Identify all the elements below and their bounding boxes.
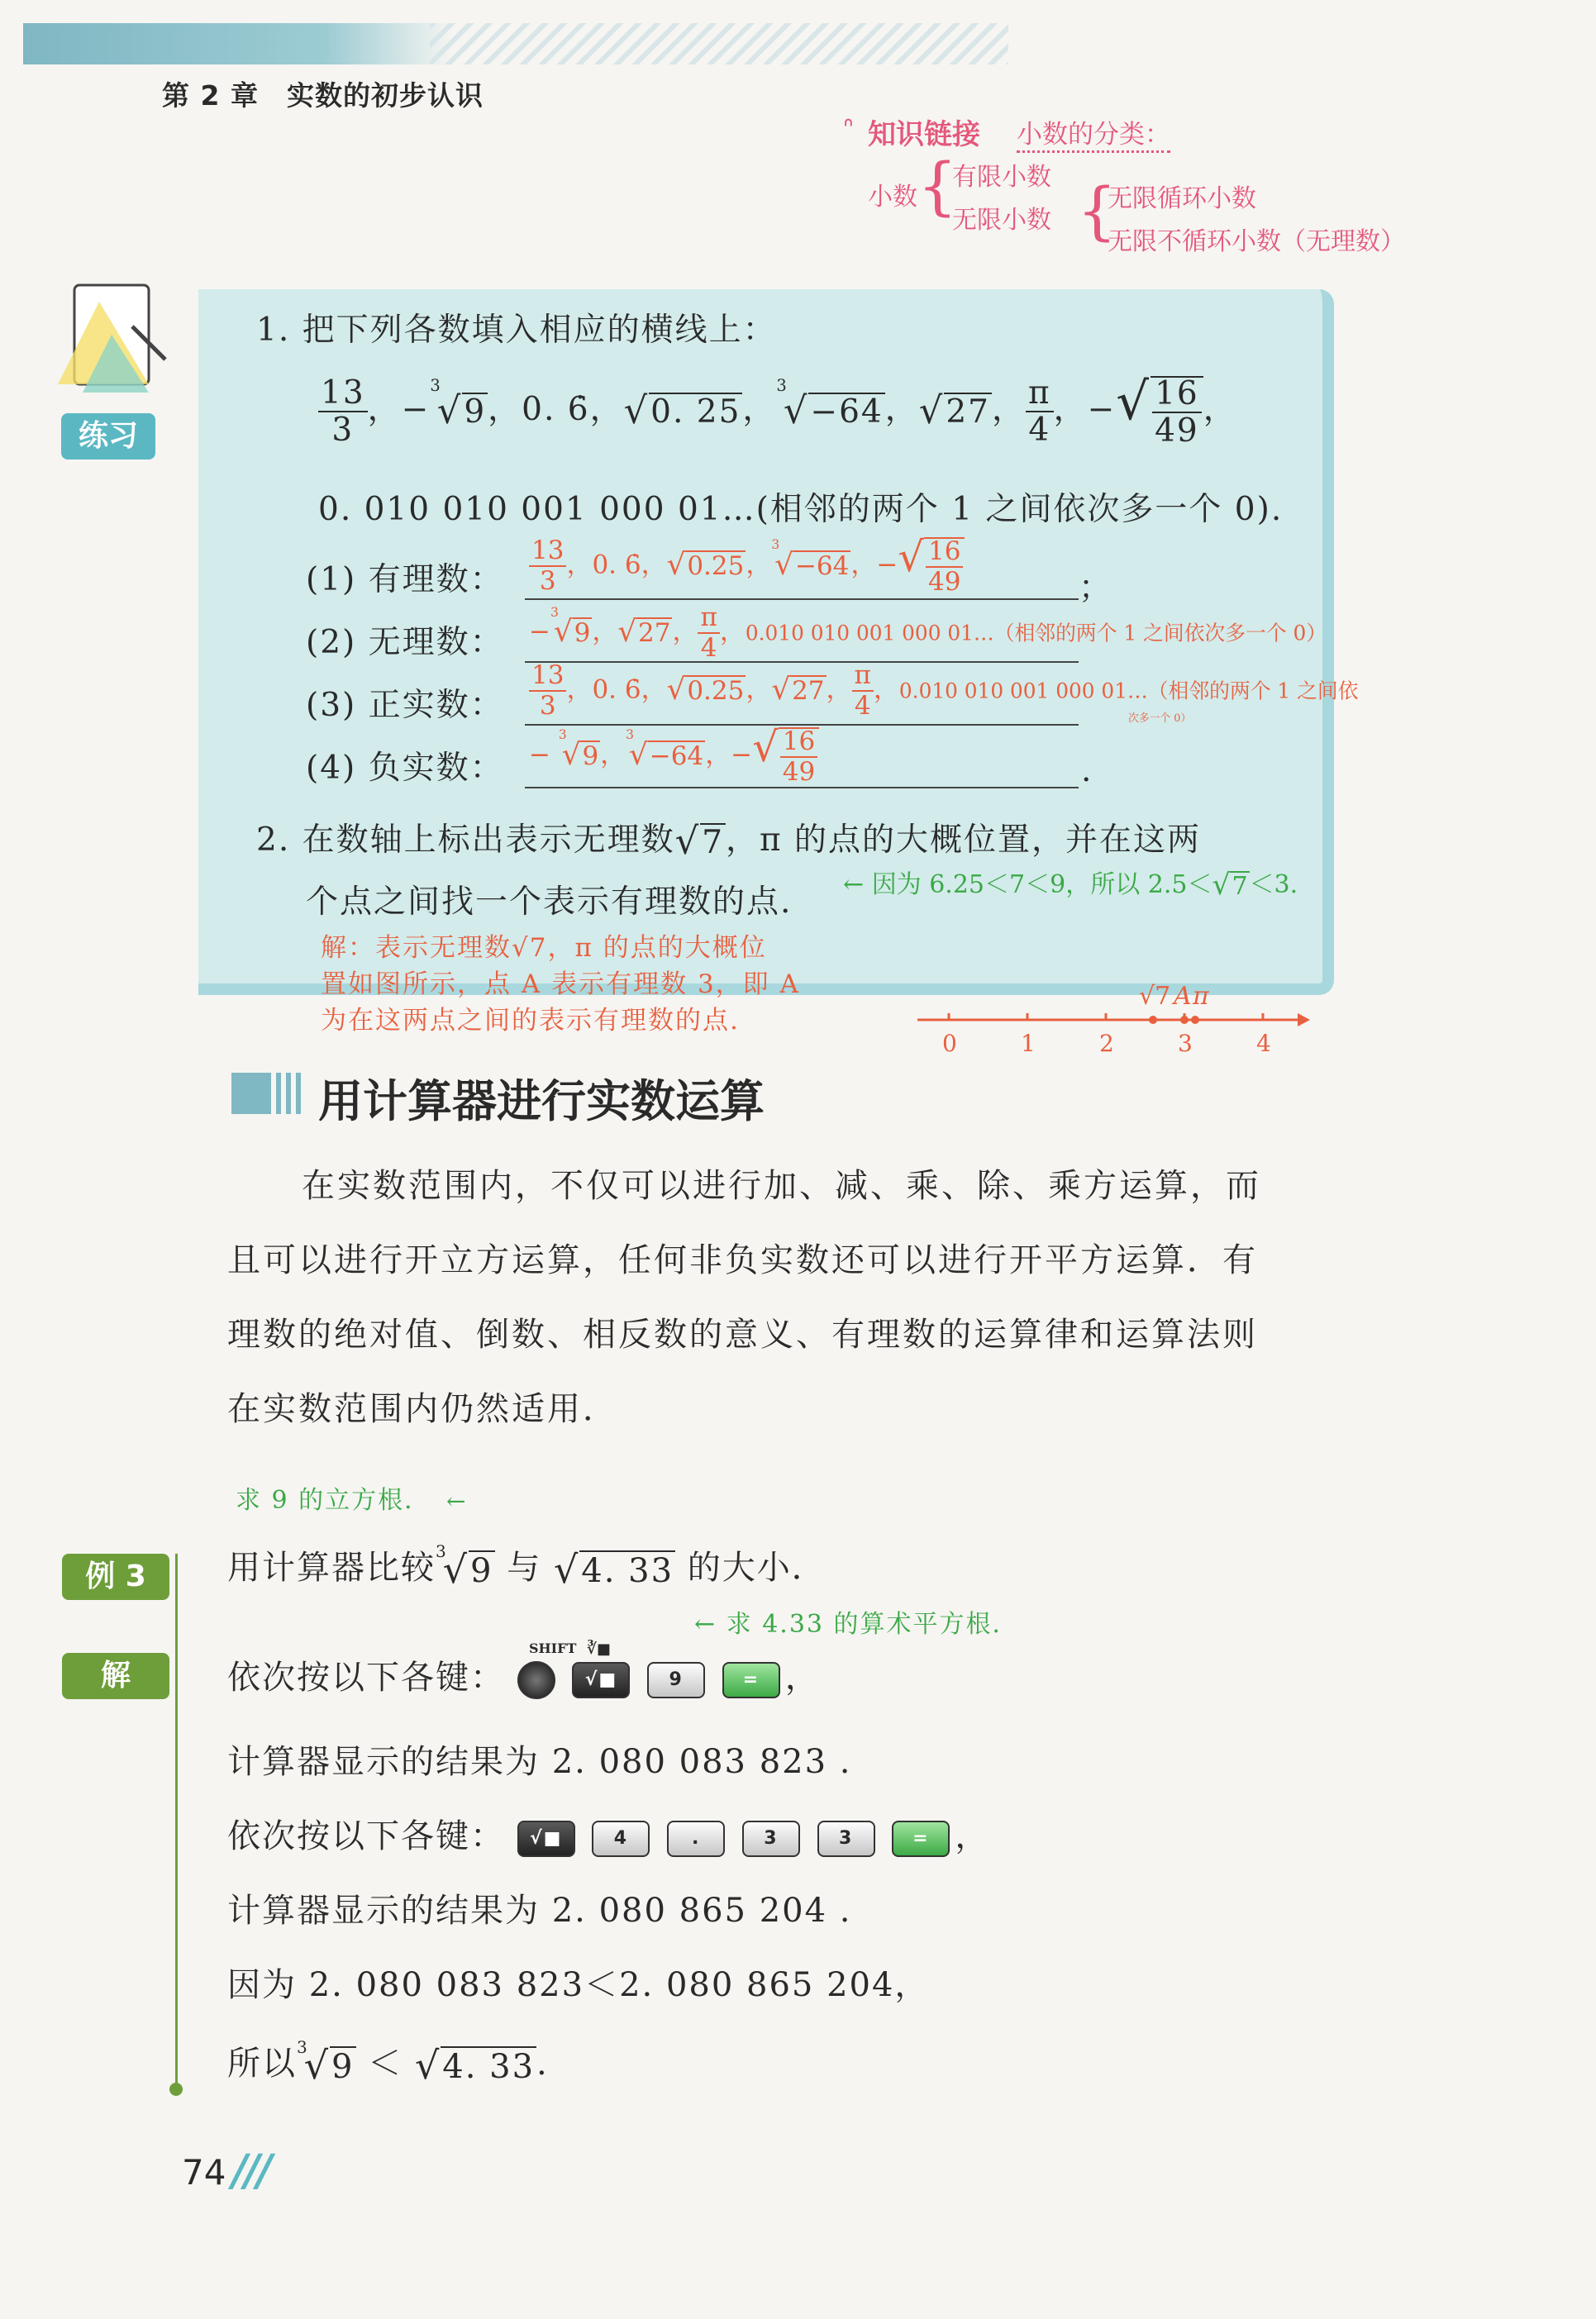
- page-slashes: ///: [231, 2145, 269, 2196]
- item-1-label: (1) 有理数：: [306, 561, 504, 598]
- knowledge-subtitle: 小数的分类：: [1017, 113, 1170, 153]
- label-sqrt7: √7: [1139, 982, 1171, 1011]
- item-4-label: (4) 负实数：: [306, 750, 504, 787]
- annotation-cube-root: 求 9 的立方根．: [236, 1486, 431, 1515]
- label-a: A: [1174, 982, 1192, 1011]
- item-3-answer: $\frac{13}{3}$ ，0. 6̇， √ 0.25 ， √ 27 ， $\frac{\pi}{4}$ ，0.010 010 001 000 01…（相邻的两个 1 之间依: [529, 663, 1358, 719]
- key-dot[interactable]: .: [667, 1821, 725, 1857]
- header-stripes: [430, 23, 1008, 64]
- example-question: 用计算器比较$^3$ √ 9 与 √ 4. 33 的大小．: [227, 1541, 827, 1592]
- item-1-line: [525, 598, 1079, 600]
- item-1-semicolon: ；: [1079, 569, 1113, 607]
- number-line: [909, 975, 1322, 1058]
- tick-4: 4: [1256, 1030, 1271, 1057]
- item-2-label: (2) 无理数：: [306, 624, 504, 661]
- sqrt-key-2[interactable]: √■: [517, 1821, 575, 1857]
- paragraph: [227, 1149, 1261, 1446]
- item-4-period: .: [1081, 752, 1093, 789]
- cbrt-label: ∛■: [587, 1640, 611, 1658]
- item-4-answer: − $^3$ √ 9 ，$^3$ √ −64 ，− √ $\frac{16}{49}$: [529, 727, 819, 785]
- item-2-tail: 0.010 010 001 000 01…（相邻的两个 1 之间依次多一个 0）: [745, 621, 1327, 645]
- sqrt-key[interactable]: √■: [572, 1662, 630, 1698]
- pencil-paper-icon: [50, 269, 174, 409]
- tick-2: 2: [1099, 1030, 1114, 1057]
- item-1-answer: $\frac{13}{3}$ ，0. 6̇， √ 0.25 ，$^3$ √ −64 ，− √ $\frac{16}{49}$: [529, 537, 965, 595]
- brace-1: {: [917, 149, 958, 222]
- equals-key-2[interactable]: =: [892, 1821, 950, 1857]
- item-4-line: [525, 787, 1079, 788]
- point-sqrt7: [1149, 1016, 1157, 1024]
- knowledge-link: [843, 112, 1554, 260]
- example-tag: 例 3: [62, 1554, 169, 1600]
- section-bar-icon: [231, 1073, 306, 1114]
- q2-solution-line-1: 解：表示无理数√7，π 的点的大概位: [321, 933, 767, 963]
- result-1: 计算器显示的结果为 2. 080 083 823 .: [227, 1743, 852, 1781]
- q2-hint: ← 因为 6.25＜7＜9，所以 2.5＜ √ 7 ＜3.: [843, 868, 1298, 902]
- key-3a[interactable]: 3: [742, 1821, 800, 1857]
- point-pi: [1191, 1016, 1199, 1024]
- tick-1: 1: [1021, 1030, 1036, 1057]
- q1-prompt: 1. 把下列各数填入相应的横线上：: [256, 312, 777, 349]
- tick-0: 0: [942, 1030, 957, 1057]
- section-title: 用计算器进行实数运算: [318, 1075, 765, 1127]
- result-2: 计算器显示的结果为 2. 080 865 204 .: [227, 1892, 852, 1930]
- paragraph-line-2: 且可以进行开立方运算，任何非负实数还可以进行开平方运算．有: [227, 1241, 1258, 1279]
- rule-end-dot: [169, 2083, 183, 2096]
- equals-key[interactable]: =: [722, 1662, 780, 1698]
- paragraph-line-4: 在实数范围内仍然适用．: [227, 1390, 618, 1428]
- repeating-decimal: 无限循环小数: [1108, 184, 1256, 213]
- decimal-root: 小数: [868, 183, 917, 212]
- link-icon: ᐢ: [843, 112, 854, 143]
- item-3-tail-2: 次多一个 0）: [1128, 712, 1192, 725]
- infinite-decimal: 无限小数: [952, 206, 1051, 235]
- q2-line-1: 2. 在数轴上标出表示无理数 √ 7 ，π 的点的大概位置，并在这两: [256, 818, 1202, 863]
- item-3-tail: 0.010 010 001 000 01…（相邻的两个 1 之间依: [898, 679, 1359, 703]
- point-a: [1180, 1016, 1189, 1024]
- conclusion-line: 所以$^3$ √ 9 ＜ √ 4. 33 .: [227, 2037, 549, 2088]
- q2-solution: [321, 930, 800, 1039]
- tick-3: 3: [1178, 1030, 1193, 1057]
- header-band: [23, 23, 453, 64]
- knowledge-title: 知识链接: [868, 118, 980, 151]
- q2-solution-line-2: 置如图所示，点 A 表示有理数 3，即 A: [321, 969, 800, 999]
- q2-line-2: 个点之间找一个表示有理数的点.: [306, 883, 793, 921]
- finite-decimal: 有限小数: [952, 163, 1051, 192]
- label-pi: π: [1193, 982, 1209, 1011]
- paragraph-line-3: 理数的绝对值、倒数、相反数的意义、有理数的运算律和运算法则: [227, 1316, 1258, 1354]
- non-repeating-decimal: 无限不循环小数（无理数）: [1108, 227, 1405, 256]
- item-3-label: (3) 正实数：: [306, 687, 504, 724]
- number-list: $\frac{13}{3}$ ，−$^3$ √ 9 ，0. 6̇， √ 0. 25 ，$^3$ √ −64 ， √ 27 ， $\frac{\pi}{4}$ ，− √ $\frac{16}{49}$ ，: [318, 376, 1237, 447]
- numbers-tail: 0. 010 010 001 000 01…(相邻的两个 1 之间依次多一个 0).: [318, 491, 1284, 528]
- paragraph-line-1: 在实数范围内，不仅可以进行加、减、乘、除、乘方运算，而: [302, 1167, 1261, 1205]
- example-rule: [175, 1554, 178, 2091]
- q2-solution-line-3: 为在这两点之间的表示有理数的点.: [321, 1006, 740, 1036]
- item-2-answer: −$^3$ √ 9 ， √ 27 ， $\frac{\pi}{4}$ ，0.010 010 001 000 01…（相邻的两个 1 之间依次多一个 0）: [529, 602, 1327, 663]
- page-number: 74: [182, 2152, 226, 2193]
- shift-key[interactable]: [517, 1661, 555, 1699]
- annotation-arrow-1: ←: [446, 1488, 466, 1515]
- compare-line: 因为 2. 080 083 823＜2. 080 865 204，: [227, 1966, 930, 2004]
- solution-tag: 解: [62, 1653, 169, 1699]
- keys-line-2: 依次按以下各键： √■ 4 . 3 3 = ，: [227, 1817, 990, 1855]
- key-4[interactable]: 4: [592, 1821, 650, 1857]
- key-9[interactable]: 9: [647, 1662, 705, 1698]
- shift-label: SHIFT: [529, 1640, 577, 1656]
- item-3-line: [525, 724, 1079, 726]
- practice-label: 练习: [61, 413, 155, 460]
- chapter-title: 第 2 章 实数的初步认识: [162, 79, 484, 112]
- keys-line-1: 依次按以下各键： √■ 9 = ，: [227, 1651, 820, 1699]
- annotation-sqrt: ← 求 4.33 的算术平方根．: [694, 1610, 1019, 1639]
- key-3b[interactable]: 3: [817, 1821, 875, 1857]
- brace-2: {: [1077, 174, 1117, 247]
